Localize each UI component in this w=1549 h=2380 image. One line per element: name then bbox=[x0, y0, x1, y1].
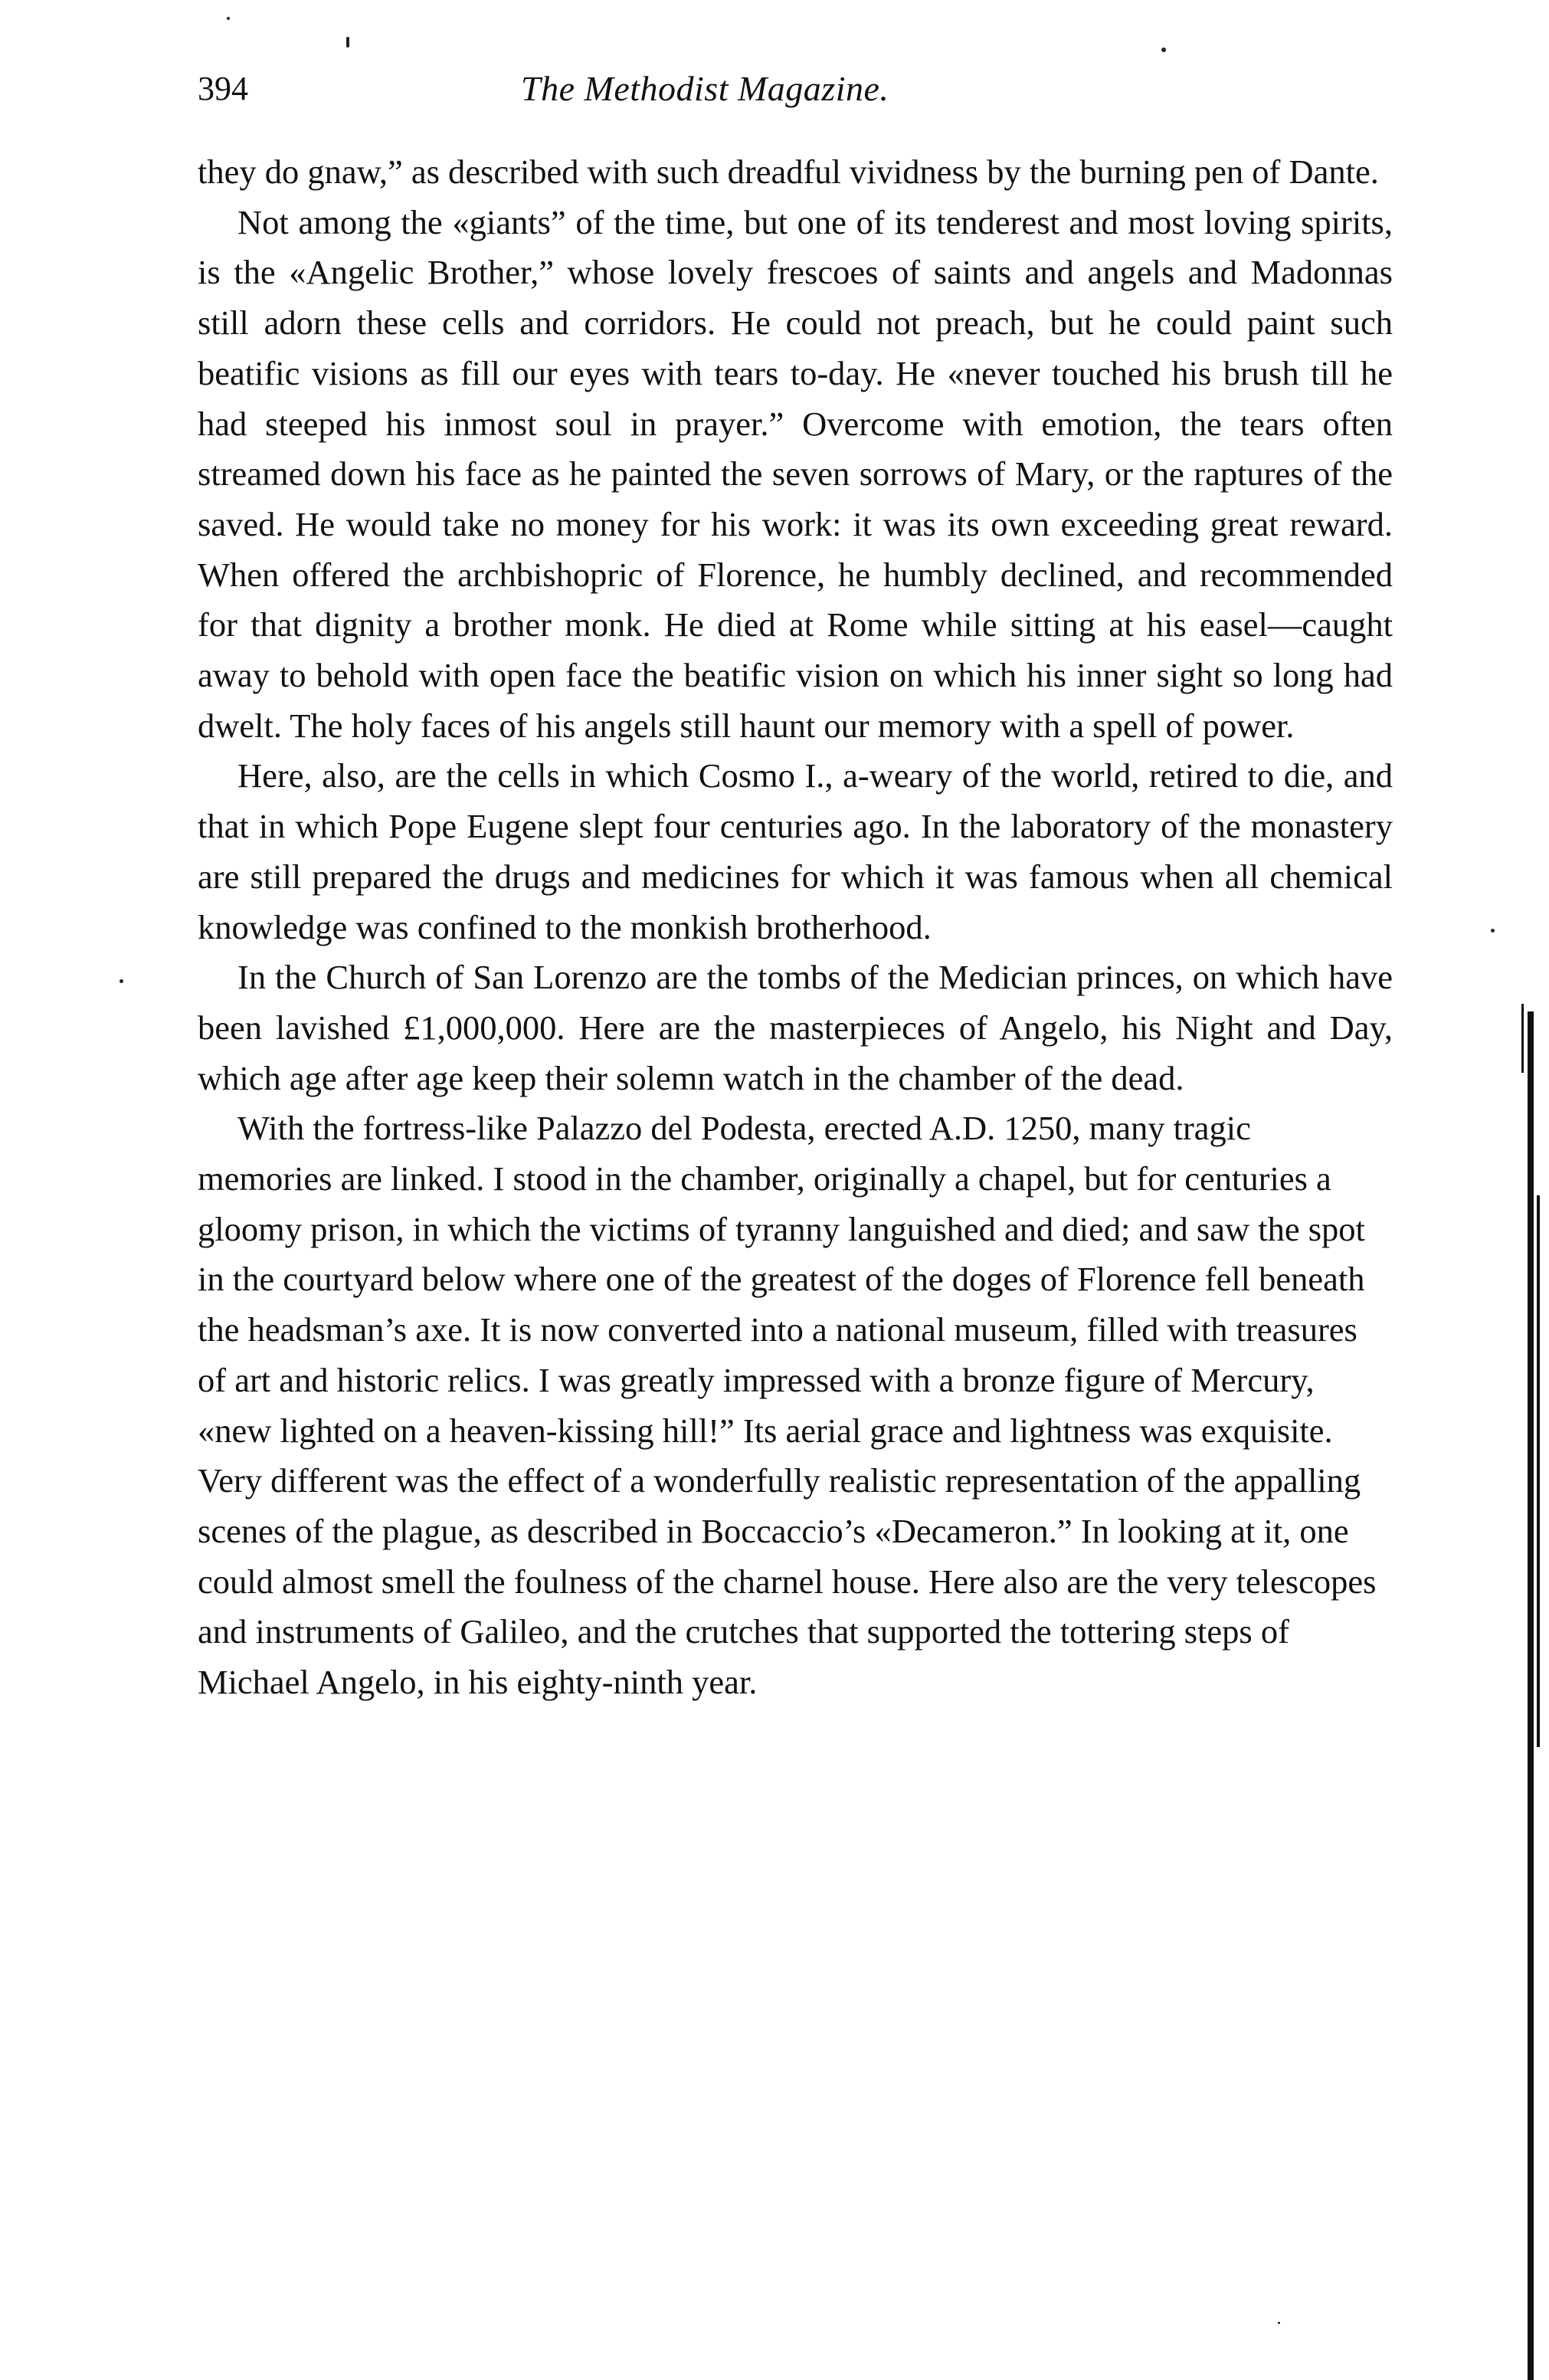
binding-shadow-line bbox=[1528, 1011, 1534, 2380]
scan-speck bbox=[1491, 929, 1495, 933]
paragraph-continued: they do gnaw,” as described with such dreadful vividness by the burning pen of Dante. bbox=[198, 152, 1379, 191]
paragraph-cosmo-cells: Here, also, are the cells in which Cosmo I., a-weary of the world, retired to die, and that in which Pope Eugene slept four centuries ago. In the laboratory of the monastery are still prepared the drugs and medicines for which it was famous when all chemical knowledge was confined to the monkish brotherhood. bbox=[198, 756, 1393, 946]
scan-speck bbox=[346, 37, 349, 48]
page-number: 394 bbox=[198, 70, 248, 107]
article-body bbox=[198, 147, 1393, 1708]
scan-speck bbox=[120, 979, 123, 983]
scan-speck bbox=[227, 17, 230, 20]
paragraph-angelic-brother: Not among the «giants” of the time, but one of its tenderest and most loving spirits, is the «Angelic Brother,” whose lovely frescoes of saints and angels and Madonnas still adorn these cells and corridors. He could not preach, but he could paint such beatific visions as fill our eyes with tears to-day. He «never touched his brush till he had steeped his inmost soul in prayer.” Overcome with emotion, the tears often streamed down his face as he painted the seven sorrows of Mary, or the raptures of the saved. He would take no money for his work: it was its own exceeding great reward. When offered the archbishopric of Florence, he humbly declined, and recommended for that dignity a brother monk. He died at Rome while sitting at his easel—caught away to behold with open face the beatific vision on which his inner sight so long had dwelt. The holy faces of his angels still haunt our memory with a spell of power. bbox=[198, 202, 1393, 745]
binding-shadow-edge bbox=[1537, 1195, 1540, 1747]
paragraph-palazzo-podesta: With the fortress-like Palazzo del Podesta, erected A.D. 1250, many tragic memories are linked. I stood in the chamber, originally a chapel, but for centuries a gloomy prison, in which the victims of tyranny languished and died; and saw the spot in the courtyard below where one of the greatest of the doges of Florence fell beneath the headsman’s axe. It is now converted into a national museum, filled with treasures of art and historic relics. I was greatly impressed with a bronze figure of Mercury, «new lighted on a heaven-kissing hill!” Its aerial grace and lightness was exquisite. Very different was the effect of a wonderfully realistic representation of the appalling scenes of the plague, as described in Boccaccio’s «Decameron.” In looking at it, one could almost smell the foulness of the charnel house. Here also are the very telescopes and instruments of Galileo, and the crutches that supported the tottering steps of Michael Angelo, in his eighty-ninth year. bbox=[198, 1109, 1377, 1702]
binding-shadow-mark bbox=[1521, 1004, 1524, 1073]
paragraph-san-lorenzo: In the Church of San Lorenzo are the tombs of the Medician princes, on which have been lavished £1,000,000. Here are the masterpieces of Angelo, his Night and Day, which age after age keep their solemn watch in the chamber of the dead. bbox=[198, 958, 1393, 1097]
journal-title: The Methodist Magazine. bbox=[521, 69, 889, 108]
scan-speck bbox=[1278, 2322, 1280, 2324]
scan-speck bbox=[1161, 48, 1166, 52]
running-head bbox=[198, 66, 1404, 120]
